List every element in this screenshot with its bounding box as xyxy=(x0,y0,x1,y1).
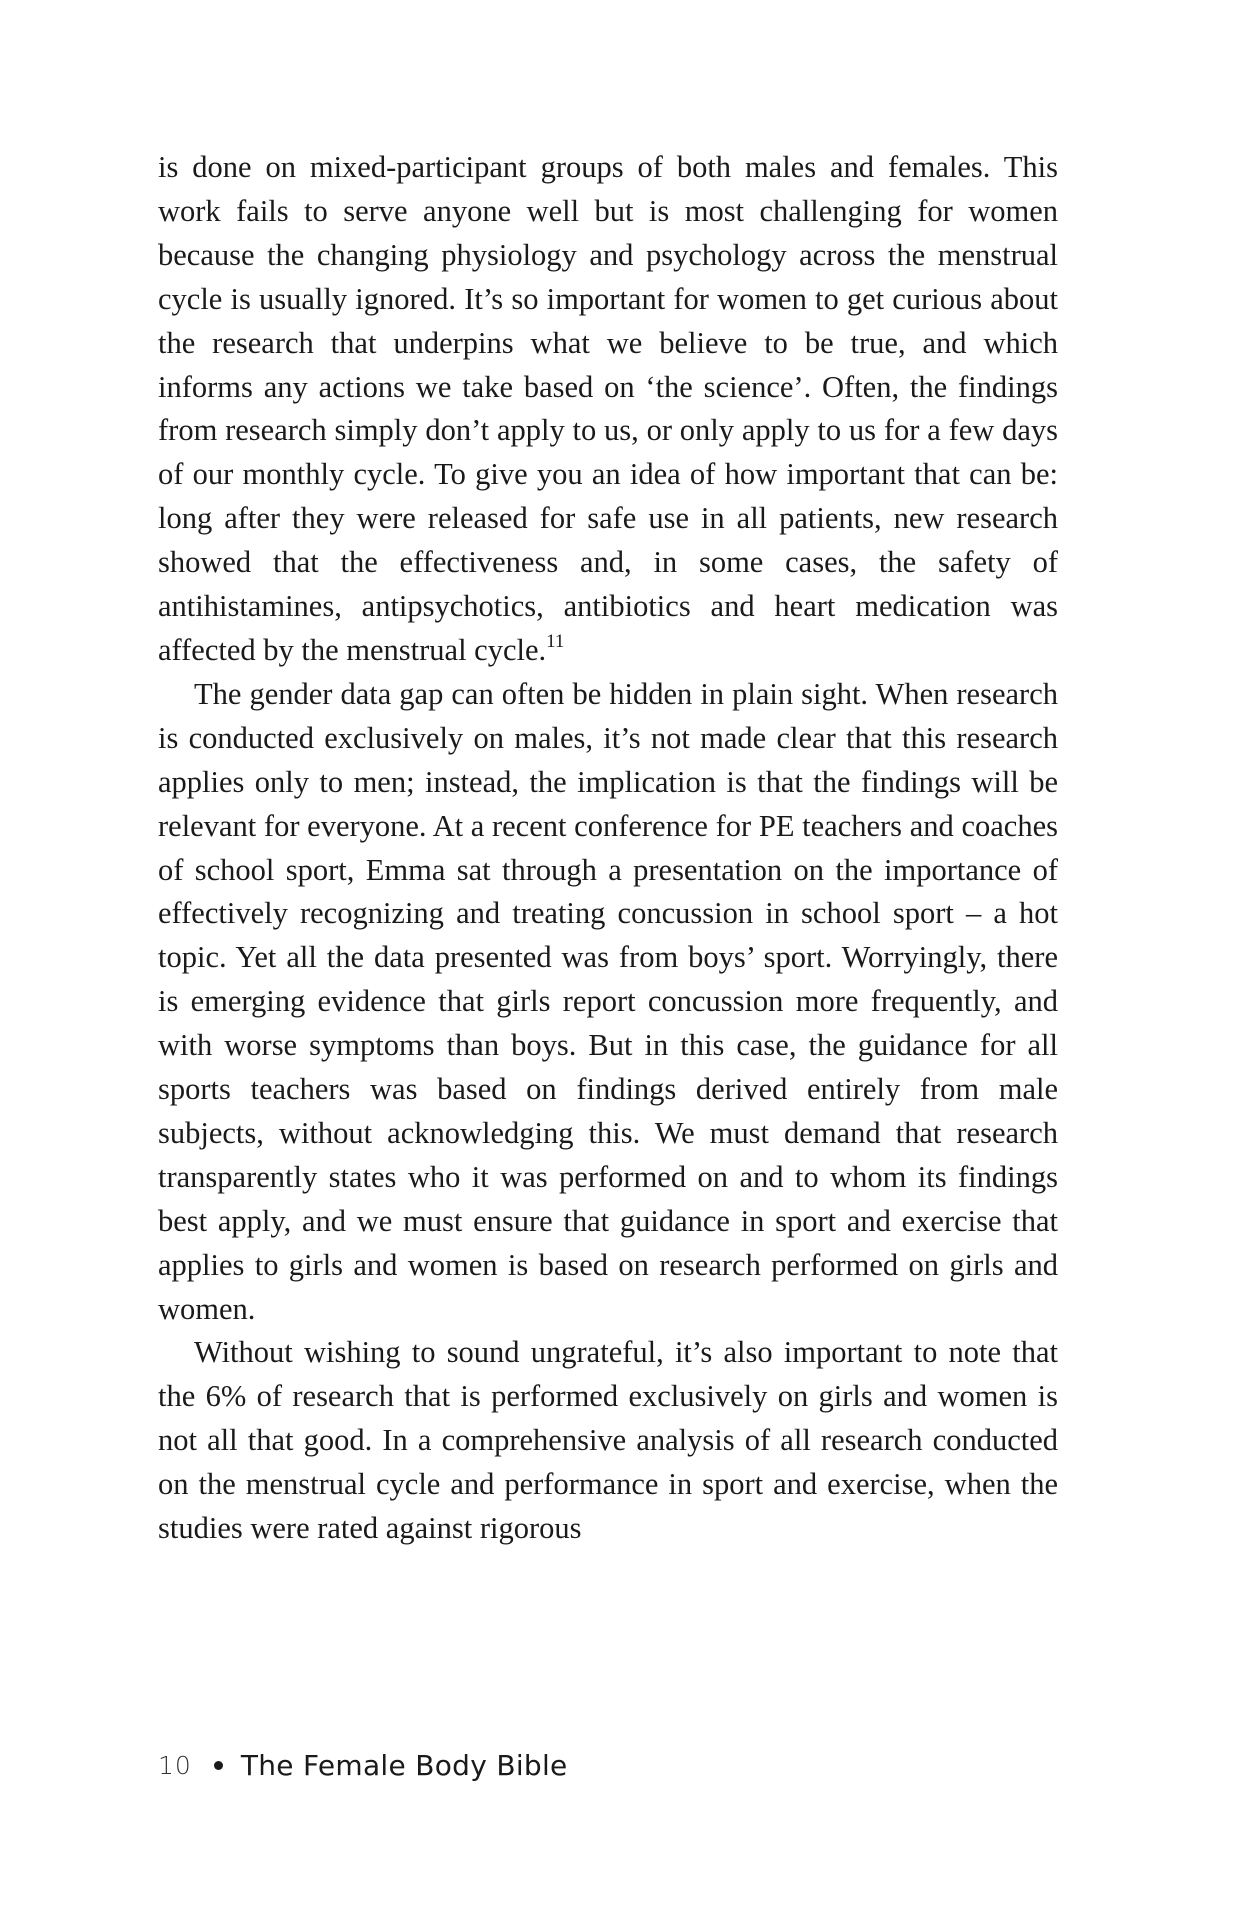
body-text xyxy=(158,146,1058,1551)
page-number: 10 xyxy=(158,1750,192,1780)
paragraph-3: Without wishing to sound ungrateful, it’s also important to note that the 6% of research that is performed exclusively on girls and women is not all that good. In a comprehensive analysis of all research conducted on the menstrual cycle and performance in sport and exercise, when the studies were rated against rigorous xyxy=(158,1335,1058,1546)
bullet-icon xyxy=(214,1761,223,1770)
page-footer xyxy=(158,1745,568,1785)
paragraph-1 xyxy=(158,146,1058,673)
footnote-reference: 11 xyxy=(546,630,565,652)
paragraph-2: The gender data gap can often be hidden in plain sight. When research is conducted exclusively on males, it’s not made clear that this research applies only to men; instead, the implication is that the findings will be relevant for everyone. At a recent conference for PE teachers and coaches of school sport, Emma sat through a presentation on the importance of effectively recognizing and treating concussion in school sport – a hot topic. Yet all the data presented was from boys’ sport. Worryingly, there is emerging evidence that girls report concussion more frequently, and with worse symptoms than boys. But in this case, the guidance for all sports teachers was based on findings derived entirely from male subjects, without acknowledging this. We must demand that research transparently states who it was performed on and to whom its findings best apply, and we must ensure that guidance in sport and exercise that applies to girls and women is based on research performed on girls and women. xyxy=(158,676,1058,1326)
paragraph-1-text: is done on mixed-participant groups of both males and females. This work fails to serve anyone well but is most challenging for women because the changing physiology and psychology across the menstrual cycle is usually ignored. It’s so important for women to get curious about the research that underpins what we believe to be true, and which informs any actions we take based on ‘the science’. Often, the findings from research simply don’t apply to us, or only apply to us for a few days of our monthly cycle. To give you an idea of how important that can be: long after they were released for safe use in all patients, new research showed that the effectiveness and, in some cases, the safety of antihistamines, antipsychotics, antibiotics and heart medication was affected by the menstrual cycle. xyxy=(158,150,1058,667)
book-title: The Female Body Bible xyxy=(240,1748,568,1782)
